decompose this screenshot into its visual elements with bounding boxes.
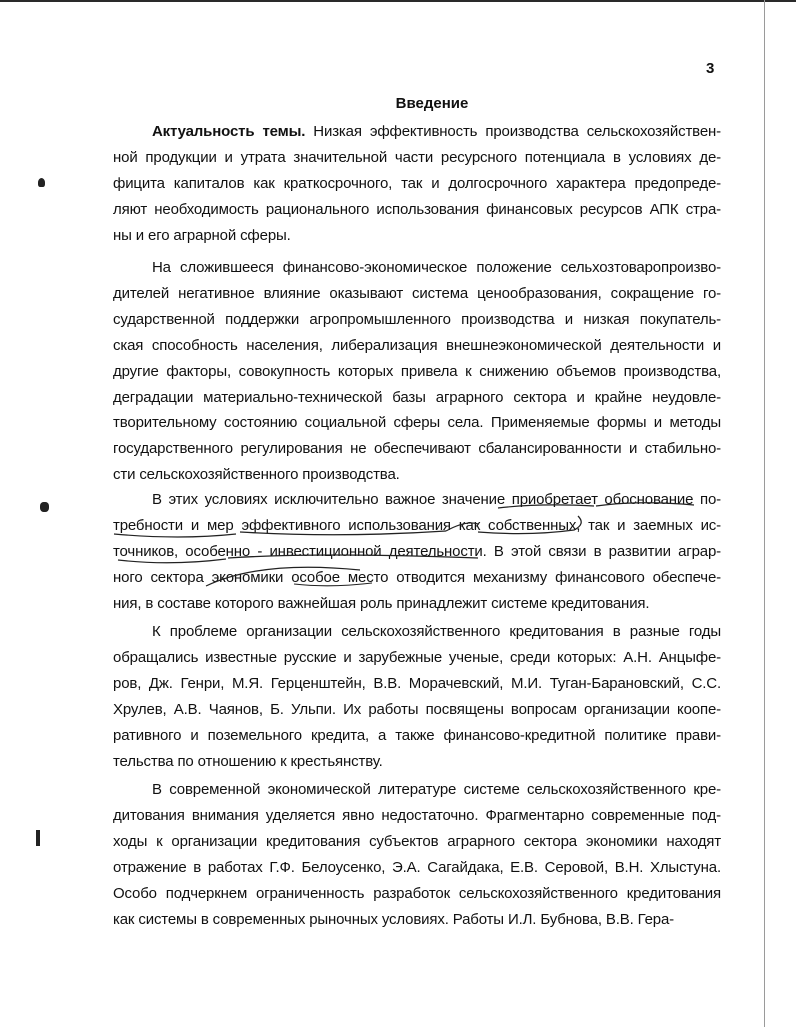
text-line bbox=[113, 752, 721, 772]
line-text: ров, Дж. Генри, М.Я. Герценштейн, В.В. Морачевский, М.И. Туган-Барановский, С.С. bbox=[113, 674, 721, 692]
scan-top-edge bbox=[0, 0, 796, 2]
text-line bbox=[113, 568, 721, 588]
text-line bbox=[113, 858, 721, 878]
line-text: ния, в составе которого важнейшая роль принадлежит системе кредитования. bbox=[113, 594, 650, 612]
line-text: обращались известные русские и зарубежные ученые, среди которых: А.Н. Анцыфе- bbox=[113, 648, 721, 666]
line-text: Низкая эффективность производства сельскохозяйствен- bbox=[305, 123, 721, 140]
line-text: ская способность населения, либерализация внешнеэкономической деятельности и bbox=[113, 336, 721, 354]
line-text: деградации материально-технической базы аграрного сектора и крайне неудовле- bbox=[113, 388, 721, 406]
text-line bbox=[113, 884, 721, 904]
text-line bbox=[113, 388, 721, 408]
line-text: ной продукции и утрата значительной части ресурсного потенциала в условиях де- bbox=[113, 148, 721, 166]
text-line bbox=[152, 490, 721, 510]
line-text: дитования внимания уделяется явно недостаточно. Фрагментарно современные под- bbox=[113, 806, 721, 824]
line-text: В этих условиях исключительно важное значение приобретает обоснование по- bbox=[152, 491, 721, 508]
line-text: как системы в современных рыночных условиях. Работы И.Л. Бубнова, В.В. Гера- bbox=[113, 910, 675, 928]
text-line bbox=[113, 674, 721, 694]
text-line bbox=[113, 413, 721, 433]
line-text: На сложившееся финансово-экономическое положение сельхозтоваропроизво- bbox=[152, 259, 721, 276]
margin-mark-1 bbox=[38, 178, 45, 187]
line-text: сударственной поддержки агропромышленного производства и низкая покупатель- bbox=[113, 310, 721, 328]
text-line bbox=[113, 439, 721, 459]
text-line bbox=[113, 148, 721, 168]
line-text: тельства по отношению к крестьянству. bbox=[113, 752, 383, 770]
text-line bbox=[113, 726, 721, 746]
page-number: 3 bbox=[706, 60, 715, 77]
text-line bbox=[152, 258, 721, 278]
line-text: ляют необходимость рационального использования финансовых ресурсов АПК стра- bbox=[113, 200, 721, 218]
text-line bbox=[113, 594, 721, 614]
line-text: ного сектора экономики особое место отводится механизму финансового обеспече- bbox=[113, 568, 721, 586]
text-line bbox=[113, 832, 721, 852]
section-heading: Введение bbox=[395, 95, 469, 112]
text-line bbox=[113, 200, 721, 220]
text-line bbox=[113, 516, 721, 536]
text-line bbox=[152, 622, 721, 642]
text-line bbox=[113, 362, 721, 382]
text-line bbox=[113, 174, 721, 194]
text-line bbox=[113, 648, 721, 668]
text-line bbox=[113, 806, 721, 826]
text-line bbox=[113, 910, 721, 930]
text-line bbox=[152, 122, 721, 142]
line-text: точников, особенно - инвестиционной деятельности. В этой связи в развитии аграр- bbox=[113, 542, 721, 560]
line-text: другие факторы, совокупность которых привела к снижению объемов производства, bbox=[113, 362, 721, 380]
line-text: ны и его аграрной сферы. bbox=[113, 226, 291, 244]
text-line bbox=[113, 226, 721, 246]
lead-phrase: Актуальность темы. bbox=[152, 123, 306, 140]
line-text: отражение в работах Г.Ф. Белоусенко, Э.А. Сагайдака, Е.В. Серовой, В.Н. Хлыстуна. bbox=[113, 858, 721, 876]
text-line bbox=[113, 465, 721, 485]
line-text: фицита капиталов как краткосрочного, так и долгосрочного характера предопреде- bbox=[113, 174, 721, 192]
margin-mark-3 bbox=[36, 830, 40, 846]
text-line bbox=[113, 310, 721, 330]
scan-right-edge bbox=[764, 0, 765, 1027]
text-line bbox=[152, 780, 721, 800]
line-text: сти сельскохозяйственного производства. bbox=[113, 466, 400, 484]
margin-mark-2 bbox=[40, 502, 49, 512]
line-text: творительному состоянию социальной сферы села. Применяемые формы и методы bbox=[113, 414, 721, 432]
line-text: К проблеме организации сельскохозяйственного кредитования в разные годы bbox=[152, 623, 721, 640]
text-line bbox=[113, 336, 721, 356]
line-text: Особо подчеркнем ограниченность разработок сельскохозяйственного кредитования bbox=[113, 884, 721, 902]
line-text: дителей негативное влияние оказывают система ценообразования, сокращение го- bbox=[113, 284, 721, 302]
text-line bbox=[113, 284, 721, 304]
line-text: требности и мер эффективного использования как собственных, так и заемных ис- bbox=[113, 516, 721, 534]
text-line bbox=[113, 542, 721, 562]
text-line bbox=[113, 700, 721, 720]
line-text: ходы к организации кредитования субъектов аграрного сектора экономики находят bbox=[113, 832, 721, 850]
line-text: Хрулев, А.В. Чаянов, Б. Ульпи. Их работы посвящены вопросам организации коопе- bbox=[113, 700, 721, 718]
line-text: ративного и поземельного кредита, а также финансово-кредитной политике прави- bbox=[113, 726, 721, 744]
line-text: государственного регулирования не обеспечивают сбалансированности и стабильно- bbox=[113, 440, 721, 458]
line-text: В современной экономической литературе системе сельскохозяйственного кре- bbox=[152, 781, 721, 798]
